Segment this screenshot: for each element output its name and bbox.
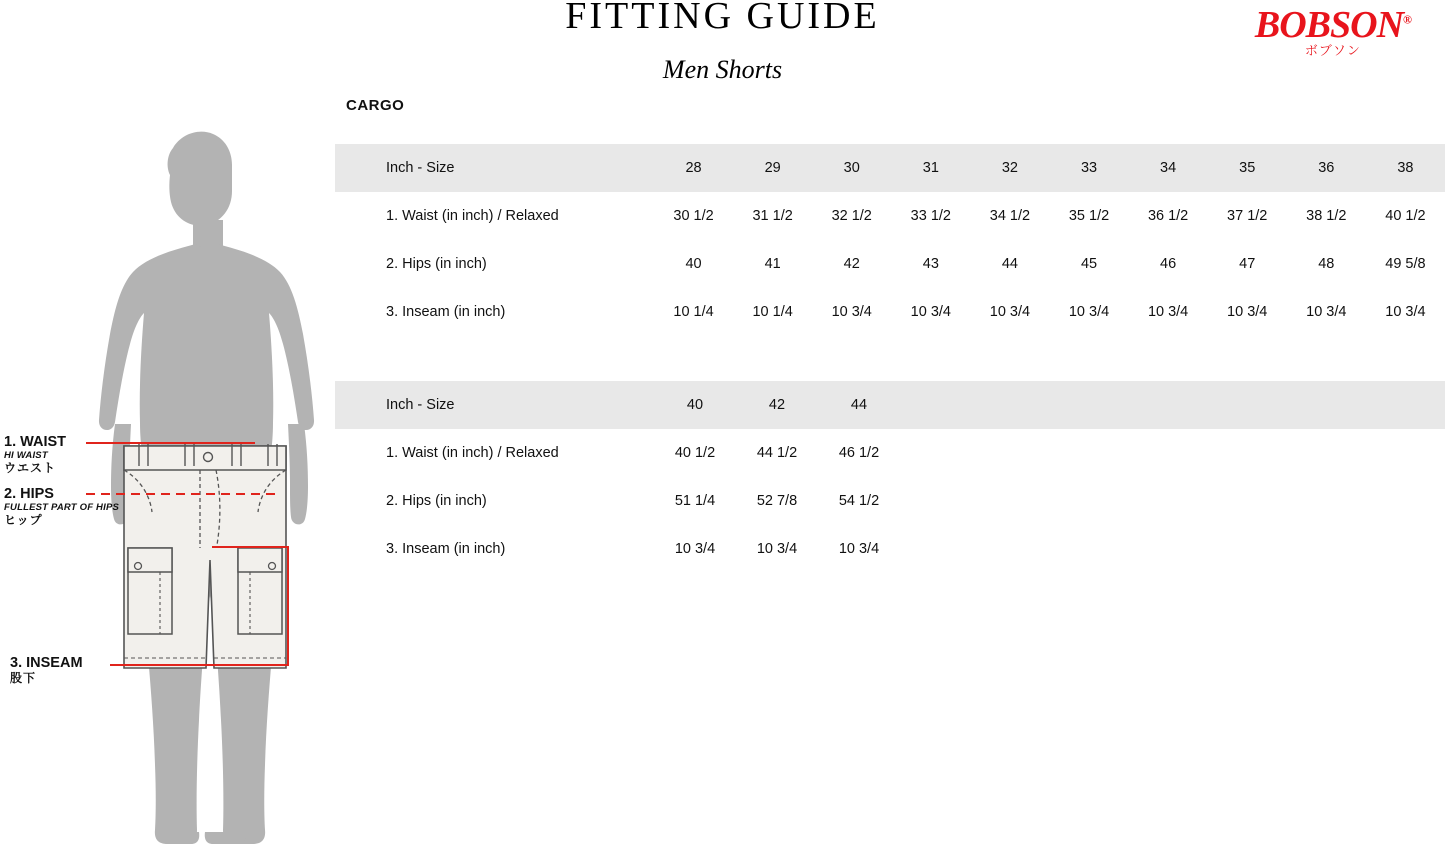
label-waist-japanese: ウエスト (4, 460, 57, 475)
table-row (335, 288, 1445, 336)
cell-value: 10 1/4 (733, 288, 812, 336)
mannequin-illustration (0, 0, 335, 846)
cell-value: 54 1/2 (818, 477, 900, 525)
row-label-inseam: 3. Inseam (in inch) (335, 288, 654, 336)
cell-value: 10 3/4 (654, 525, 736, 573)
cell-value: 31 1/2 (733, 192, 812, 240)
label-hips-japanese: ヒップ (4, 512, 43, 527)
cell-value: 32 1/2 (812, 192, 891, 240)
label-waist (4, 434, 66, 475)
label-waist-name: WAIST (20, 434, 67, 450)
column-header-measurement: Inch - Size (386, 160, 455, 176)
row-label-inseam: 3. Inseam (in inch) (335, 525, 654, 573)
column-header-size: 34 (1160, 160, 1177, 176)
size-table-extended-body (335, 429, 1445, 573)
brand-wordmark (1255, 6, 1411, 44)
cell-value: 51 1/4 (654, 477, 736, 525)
label-inseam (10, 655, 83, 685)
table-row (335, 192, 1445, 240)
column-header-size: 42 (768, 397, 786, 413)
cell-value: 40 (654, 240, 733, 288)
cell-spacer (900, 477, 1445, 525)
cell-value: 10 3/4 (970, 288, 1049, 336)
cell-value: 43 (891, 240, 970, 288)
cell-value: 48 (1287, 240, 1366, 288)
brand-logo (1255, 6, 1411, 58)
table-row (335, 240, 1445, 288)
cell-value: 36 1/2 (1129, 192, 1208, 240)
label-hips-number: 2. (4, 486, 17, 502)
column-header-size: 32 (1001, 160, 1018, 176)
column-header-measurement: Inch - Size (386, 397, 455, 413)
registered-trademark-icon: ® (1403, 12, 1411, 27)
shorts-illustration (124, 444, 286, 668)
label-inseam-japanese: 股下 (10, 670, 37, 685)
cell-value: 33 1/2 (891, 192, 970, 240)
column-header-size: 31 (922, 160, 939, 176)
cell-value: 10 3/4 (1208, 288, 1287, 336)
category-label: CARGO (346, 97, 405, 114)
cell-value: 49 5/8 (1366, 240, 1445, 288)
cell-value: 44 1/2 (736, 429, 818, 477)
column-header-size: 44 (850, 397, 868, 413)
row-label-waist: 1. Waist (in inch) / Relaxed (335, 429, 654, 477)
cell-value: 10 3/4 (1366, 288, 1445, 336)
cell-value: 44 (970, 240, 1049, 288)
cell-value: 40 1/2 (1366, 192, 1445, 240)
column-header-size: 30 (843, 160, 860, 176)
column-header-size: 33 (1080, 160, 1098, 176)
column-header-size: 29 (764, 160, 781, 176)
cell-value: 10 1/4 (654, 288, 733, 336)
cell-value: 10 3/4 (818, 525, 900, 573)
size-table-extended (335, 381, 1445, 573)
table-header-row (335, 381, 1445, 429)
page-subtitle: Men Shorts (662, 55, 783, 84)
label-hips (4, 486, 119, 527)
label-hips-name: HIPS (20, 486, 54, 502)
label-inseam-name: INSEAM (26, 655, 83, 671)
cell-value: 52 7/8 (736, 477, 818, 525)
column-header-size: 36 (1318, 160, 1335, 176)
label-inseam-number: 3. (10, 655, 23, 671)
size-table-primary-body (335, 192, 1445, 336)
cell-value: 10 3/4 (1287, 288, 1366, 336)
cell-value: 10 3/4 (1049, 288, 1128, 336)
label-hips-sub: FULLEST PART OF HIPS (4, 501, 120, 513)
brand-japanese-name: ボブソン (1304, 44, 1361, 59)
cell-value: 10 3/4 (1129, 288, 1208, 336)
table-row (335, 429, 1445, 477)
row-label-hips: 2. Hips (in inch) (335, 477, 654, 525)
cell-value: 34 1/2 (970, 192, 1049, 240)
row-label-waist: 1. Waist (in inch) / Relaxed (335, 192, 654, 240)
size-table-extended-head (335, 381, 1445, 429)
cell-value: 42 (812, 240, 891, 288)
cell-value: 37 1/2 (1208, 192, 1287, 240)
cell-value: 10 3/4 (891, 288, 970, 336)
column-header-size: 35 (1239, 160, 1256, 176)
table-row (335, 477, 1445, 525)
cell-value: 35 1/2 (1049, 192, 1128, 240)
column-header-size: 38 (1397, 160, 1414, 176)
cell-value: 40 1/2 (654, 429, 736, 477)
column-header-size: 28 (685, 160, 702, 176)
row-label-hips: 2. Hips (in inch) (335, 240, 654, 288)
cell-value: 46 (1129, 240, 1208, 288)
column-header-spacer (900, 381, 1445, 429)
cell-value: 10 3/4 (736, 525, 818, 573)
cell-value: 45 (1049, 240, 1128, 288)
page-title: FITTING GUIDE (565, 0, 880, 37)
size-table-primary (335, 144, 1445, 336)
table-row (335, 525, 1445, 573)
label-waist-number: 1. (4, 434, 17, 450)
cell-value: 47 (1208, 240, 1287, 288)
cell-spacer (900, 429, 1445, 477)
cell-value: 46 1/2 (818, 429, 900, 477)
measurement-figure (0, 0, 335, 846)
brand-name: BOBSON (1254, 4, 1404, 46)
cell-value: 10 3/4 (812, 288, 891, 336)
cell-value: 41 (733, 240, 812, 288)
size-table-primary-head (335, 144, 1445, 192)
cell-value: 38 1/2 (1287, 192, 1366, 240)
cell-value: 30 1/2 (654, 192, 733, 240)
column-header-size: 40 (686, 397, 704, 413)
cell-spacer (900, 525, 1445, 573)
label-waist-sub: HI WAIST (4, 449, 48, 461)
table-header-row (335, 144, 1445, 192)
